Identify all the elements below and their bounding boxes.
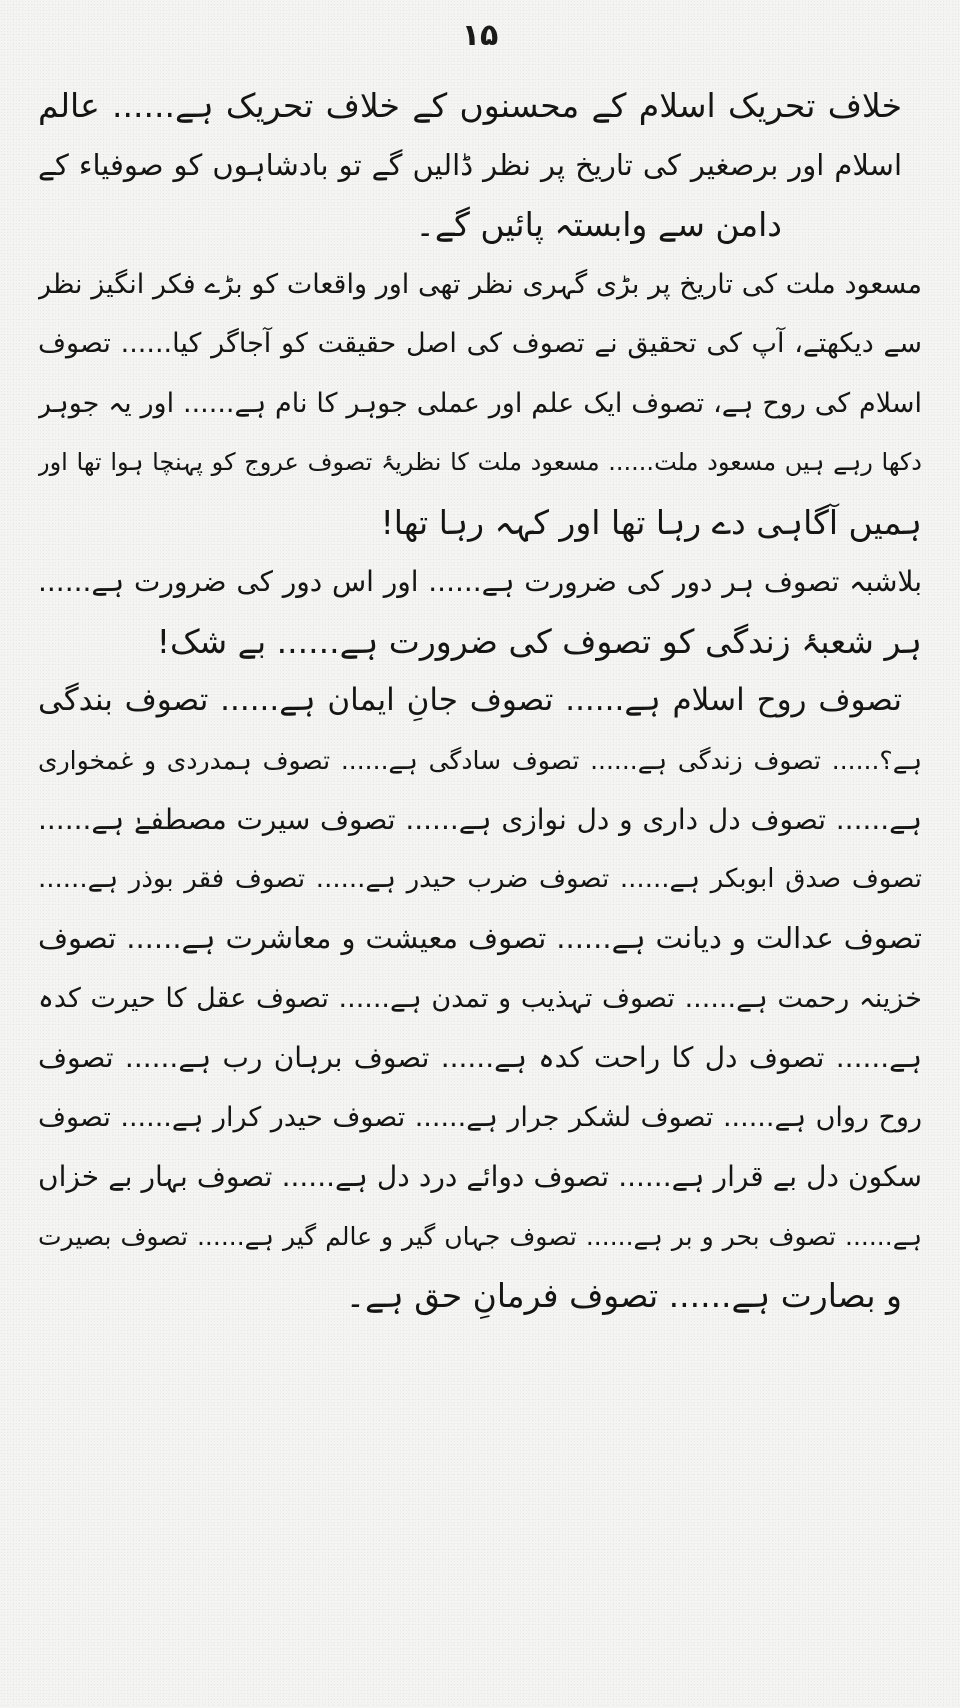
text-line: خلاف تحریک اسلام کے محسنوں کے خلاف تحریک ہے...... عالم <box>38 86 902 125</box>
page-body-text <box>38 76 922 1326</box>
text-line: سکون دل بے قرار ہے...... تصوف دوائے درد دل ہے...... تصوف بہار بے خزاں <box>38 1160 922 1193</box>
text-line: ہمیں آگاہی دے رہا تھا اور کہہ رہا تھا! <box>380 502 922 542</box>
text-line: ہے...... تصوف دل کا راحت کدہ ہے...... تصوف برہان رب ہے...... تصوف <box>38 1041 922 1074</box>
text-line: دامن سے وابستہ پائیں گے۔ <box>415 205 782 244</box>
page-number: ۱۵ <box>461 18 499 53</box>
text-line: خزینہ رحمت ہے...... تصوف تہذیب و تمدن ہے...... تصوف عقل کا حیرت کدہ <box>38 982 922 1014</box>
text-line: و بصارت ہے...... تصوف فرمانِ حق ہے۔ <box>345 1276 902 1315</box>
text-line: تصوف صدق ابوبکر ہے...... تصوف ضرب حیدر ہے...... تصوف فقر بوذر ہے...... <box>38 863 922 894</box>
text-line: ہے...... تصوف دل داری و دل نوازی ہے...... تصوف سیرت مصطفےٰ ہے...... <box>38 803 922 836</box>
text-line: اسلام کی روح ہے، تصوف ایک علم اور عملی جوہر کا نام ہے...... اور یہ جوہر <box>38 387 922 419</box>
text-line: سے دیکھتے، آپ کی تحقیق نے تصوف کی اصل حقیقت کو آجاگر کیا...... تصوف <box>38 328 922 359</box>
text-line: مسعود ملت کی تاریخ پر بڑی گہری نظر تھی اور واقعات کو بڑے فکر انگیز نظر <box>38 268 922 300</box>
text-line: اسلام اور برصغیر کی تاریخ پر نظر ڈالیں گے تو بادشاہوں کو صوفیاء کے <box>38 147 902 182</box>
text-line: ہر شعبۂ زندگی کو تصوف کی ضرورت ہے...... بے شک! <box>156 621 922 661</box>
text-line: روح رواں ہے...... تصوف لشکر جرار ہے...... تصوف حیدر کرار ہے...... تصوف <box>38 1101 922 1133</box>
text-line: ہے...... تصوف بحر و بر ہے...... تصوف جہاں گیر و عالم گیر ہے...... تصوف بصیرت <box>38 1221 922 1251</box>
text-line: تصوف عدالت و دیانت ہے...... تصوف معیشت و معاشرت ہے...... تصوف <box>38 921 922 955</box>
text-line: تصوف روح اسلام ہے...... تصوف جانِ ایمان ہے...... تصوف بندگی <box>38 682 902 718</box>
text-line: بلاشبہ تصوف ہر دور کی ضرورت ہے...... اور اس دور کی ضرورت ہے...... <box>38 565 922 598</box>
text-line: دکھا رہے ہیں مسعود ملت...... مسعود ملت کا نظریۂ تصوف عروج کو پہنچا ہوا تھا اور <box>38 448 922 476</box>
text-line: ہے؟...... تصوف زندگی ہے...... تصوف سادگی ہے...... تصوف ہمدردی و غمخواری <box>38 745 922 775</box>
